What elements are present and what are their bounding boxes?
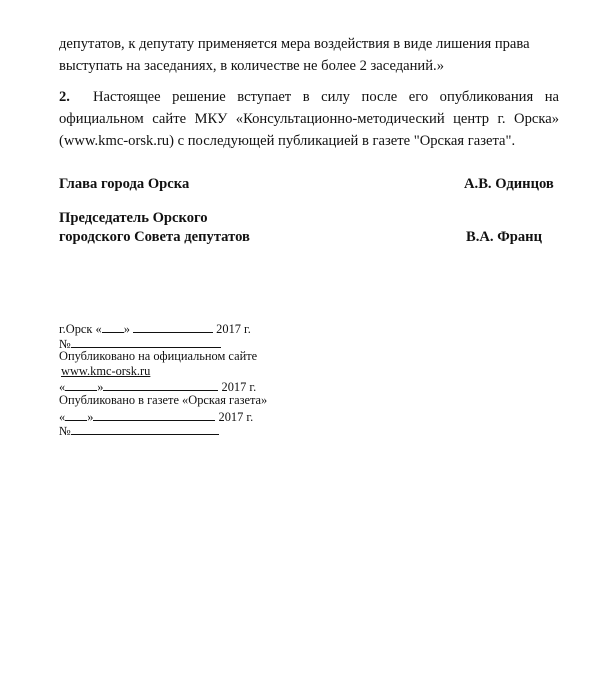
paragraph-2-text: Настоящее решение вступает в силу после его опубликования на официальном сайте МКУ «Консультационно-методический центр г. Орска» (www.kmc-orsk.ru) с последующей публикацией в газете "Орская газета". (59, 89, 560, 149)
paragraph-2-number: 2. (59, 89, 70, 105)
council-chair-name: В.А. Франц (466, 229, 542, 245)
year-1: 2017 г. (216, 322, 251, 336)
paragraph-continuation-line2: выступать на заседаниях, в количестве не более 2 заседаний.» (59, 58, 445, 74)
published-paper-label: Опубликовано в газете «Орская газета» (59, 392, 268, 407)
month-blank (103, 378, 218, 391)
council-chair-title-line2: городского Совета депутатов (59, 229, 250, 245)
number-blank-1 (71, 335, 221, 348)
footer-number-line-2 (59, 422, 267, 437)
month-blank (133, 320, 213, 333)
footer-date-line-3 (59, 408, 267, 423)
quote-close: » (97, 380, 104, 395)
footer-date-line-1 (59, 320, 267, 335)
footer-date-line-2 (59, 378, 267, 393)
number-sign-2: № (59, 424, 71, 439)
council-chair-title-line1: Председатель Орского (59, 210, 208, 226)
year-3: 2017 г. (218, 409, 254, 424)
quote-open: « (59, 380, 66, 395)
paragraph-continuation-line1: депутатов, к депутату применяется мера воздействия в виде лишения права (59, 36, 530, 52)
month-blank (93, 408, 215, 421)
publication-footer (59, 320, 267, 437)
footer-number-line-1 (59, 335, 267, 350)
mayor-name: А.В. Одинцов (464, 176, 554, 192)
day-blank (65, 408, 87, 421)
site-url[interactable]: www.kmc-orsk.ru (61, 363, 151, 378)
quote-close: » (87, 409, 94, 424)
quote-close: » (123, 322, 130, 336)
paragraph-continuation (59, 33, 559, 77)
published-site-label: Опубликовано на официальном сайте (59, 349, 258, 364)
council-chair-title (59, 209, 250, 247)
city-date-prefix: г.Орск « (59, 322, 102, 336)
paragraph-2 (59, 86, 559, 152)
day-blank (102, 320, 124, 333)
year-2: 2017 г. (221, 380, 257, 395)
number-blank-2 (71, 422, 219, 435)
number-sign-1: № (59, 336, 71, 351)
quote-open: « (59, 409, 66, 424)
mayor-title: Глава города Орска (59, 176, 190, 192)
day-blank (65, 378, 97, 391)
site-url-line (59, 364, 267, 379)
